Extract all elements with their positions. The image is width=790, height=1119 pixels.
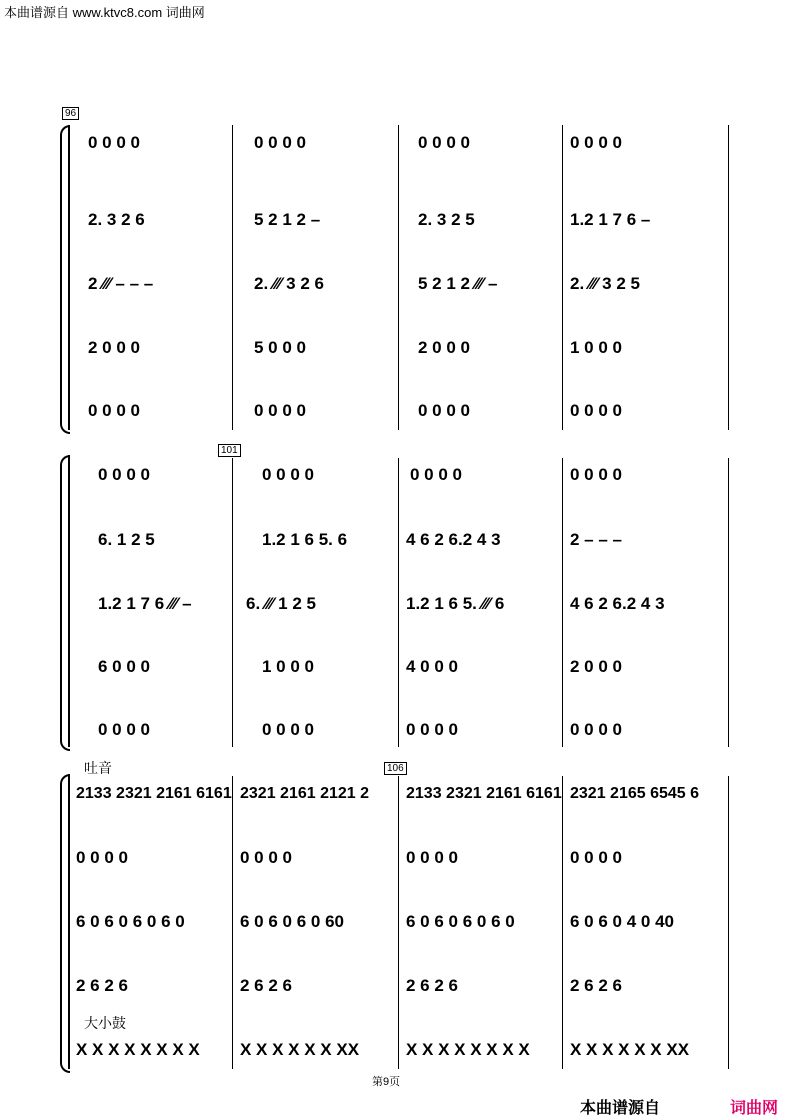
barline xyxy=(232,458,233,747)
s3-r1-m2: 2321 2161 2121 2 xyxy=(240,785,370,802)
s2-r4-m1: 6 0 0 0 xyxy=(98,657,150,676)
barline xyxy=(728,776,729,1069)
s3-r1-m4: 2321 2165 6545 6 xyxy=(570,785,700,802)
s3-r2-m2: 0 0 0 0 xyxy=(240,848,292,867)
s1-r1-m2: 0 0 0 0 xyxy=(254,133,306,152)
barline xyxy=(728,125,729,430)
s2-r3-m3: 1.2 1 6 5. ⁄⁄⁄ 6 xyxy=(406,594,505,613)
s3-r1-m1: 2133 2321 2161 6161 xyxy=(76,785,232,802)
measure-number-96: 96 xyxy=(62,107,79,120)
measure-number-101: 101 xyxy=(218,444,241,457)
s2-r1-m1: 0 0 0 0 xyxy=(98,465,150,484)
s3-r5-m2: X X X X X X XX xyxy=(240,1040,360,1059)
measure-number-106: 106 xyxy=(384,762,407,775)
s1-r1-m3: 0 0 0 0 xyxy=(418,133,470,152)
s1-r2-m4: 1.2 1 7 6 – xyxy=(570,210,651,229)
page-number: 第9页 xyxy=(372,1076,401,1088)
s1-r4-m2: 5 0 0 0 xyxy=(254,338,306,357)
watermark-text: 本曲谱源自 xyxy=(580,1100,661,1117)
barline xyxy=(398,776,399,1069)
label-drum: 大小鼓 xyxy=(84,1015,126,1031)
s3-r4-m3: 2 6 2 6 xyxy=(406,976,458,995)
s2-r4-m4: 2 0 0 0 xyxy=(570,657,622,676)
s2-r3-m1: 1.2 1 7 6 ⁄⁄⁄ – xyxy=(98,594,192,613)
s3-r1-m3: 2133 2321 2161 6161 xyxy=(406,785,562,802)
s1-r5-m3: 0 0 0 0 xyxy=(418,401,470,420)
s1-r5-m2: 0 0 0 0 xyxy=(254,401,306,420)
s2-r2-m4: 2 – – – xyxy=(570,530,622,549)
s1-r3-m1: 2 ⁄⁄⁄ – – – xyxy=(88,274,154,293)
s2-r5-m2: 0 0 0 0 xyxy=(262,720,314,739)
barline xyxy=(562,458,563,747)
s1-r5-m1: 0 0 0 0 xyxy=(88,401,140,420)
s3-r3-m3: 6 0 6 0 6 0 6 0 xyxy=(406,912,515,931)
s1-r3-m4: 2. ⁄⁄⁄ 3 2 5 xyxy=(570,274,640,293)
header-text: 本曲谱源自 www.ktvc8.com 词曲网 xyxy=(4,5,205,20)
s1-r2-m1: 2. 3 2 6 xyxy=(88,210,145,229)
barline xyxy=(232,776,233,1069)
s3-r5-m4: X X X X X X XX xyxy=(570,1040,690,1059)
s3-r3-m2: 6 0 6 0 6 0 60 xyxy=(240,912,344,931)
system-line xyxy=(68,774,70,1069)
barline xyxy=(562,125,563,430)
s3-r2-m4: 0 0 0 0 xyxy=(570,848,622,867)
s2-r2-m2: 1.2 1 6 5. 6 xyxy=(262,530,348,549)
s2-r1-m4: 0 0 0 0 xyxy=(570,465,622,484)
s3-r5-m1: X X X X X X X X xyxy=(76,1040,200,1059)
s1-r1-m4: 0 0 0 0 xyxy=(570,133,622,152)
s2-r4-m2: 1 0 0 0 xyxy=(262,657,314,676)
s3-r4-m2: 2 6 2 6 xyxy=(240,976,292,995)
barline xyxy=(398,125,399,430)
barline xyxy=(562,776,563,1069)
s2-r5-m4: 0 0 0 0 xyxy=(570,720,622,739)
s2-r3-m2: 6. ⁄⁄⁄ 1 2 5 xyxy=(246,594,316,613)
s1-r4-m1: 2 0 0 0 xyxy=(88,338,140,357)
s1-r4-m4: 1 0 0 0 xyxy=(570,338,622,357)
s1-r2-m3: 2. 3 2 5 xyxy=(418,210,475,229)
barline xyxy=(232,125,233,430)
s2-r4-m3: 4 0 0 0 xyxy=(406,657,458,676)
s1-r3-m3: 5 2 1 2 ⁄⁄⁄ – xyxy=(418,274,498,293)
s2-r2-m3: 4 6 2 6.2 4 3 xyxy=(406,530,501,549)
s1-r2-m2: 5 2 1 2 – xyxy=(254,210,321,229)
s2-r5-m1: 0 0 0 0 xyxy=(98,720,150,739)
system-line xyxy=(68,125,70,430)
system-line xyxy=(68,455,70,747)
barline xyxy=(398,458,399,747)
s1-r1-m1: 0 0 0 0 xyxy=(88,133,140,152)
s1-r4-m3: 2 0 0 0 xyxy=(418,338,470,357)
s2-r1-m2: 0 0 0 0 xyxy=(262,465,314,484)
label-tuyin: 吐音 xyxy=(84,760,112,776)
s2-r3-m4: 4 6 2 6.2 4 3 xyxy=(570,594,665,613)
s3-r5-m3: X X X X X X X X xyxy=(406,1040,530,1059)
s3-r3-m4: 6 0 6 0 4 0 40 xyxy=(570,912,674,931)
s2-r2-m1: 6. 1 2 5 xyxy=(98,530,155,549)
s3-r3-m1: 6 0 6 0 6 0 6 0 xyxy=(76,912,185,931)
barline xyxy=(728,458,729,747)
s1-r5-m4: 0 0 0 0 xyxy=(570,401,622,420)
watermark-site: 词曲网 xyxy=(730,1100,779,1117)
s3-r4-m1: 2 6 2 6 xyxy=(76,976,128,995)
s2-r1-m3: 0 0 0 0 xyxy=(410,465,462,484)
s3-r2-m1: 0 0 0 0 xyxy=(76,848,128,867)
s2-r5-m3: 0 0 0 0 xyxy=(406,720,458,739)
s3-r4-m4: 2 6 2 6 xyxy=(570,976,622,995)
s1-r3-m2: 2. ⁄⁄⁄ 3 2 6 xyxy=(254,274,324,293)
s3-r2-m3: 0 0 0 0 xyxy=(406,848,458,867)
